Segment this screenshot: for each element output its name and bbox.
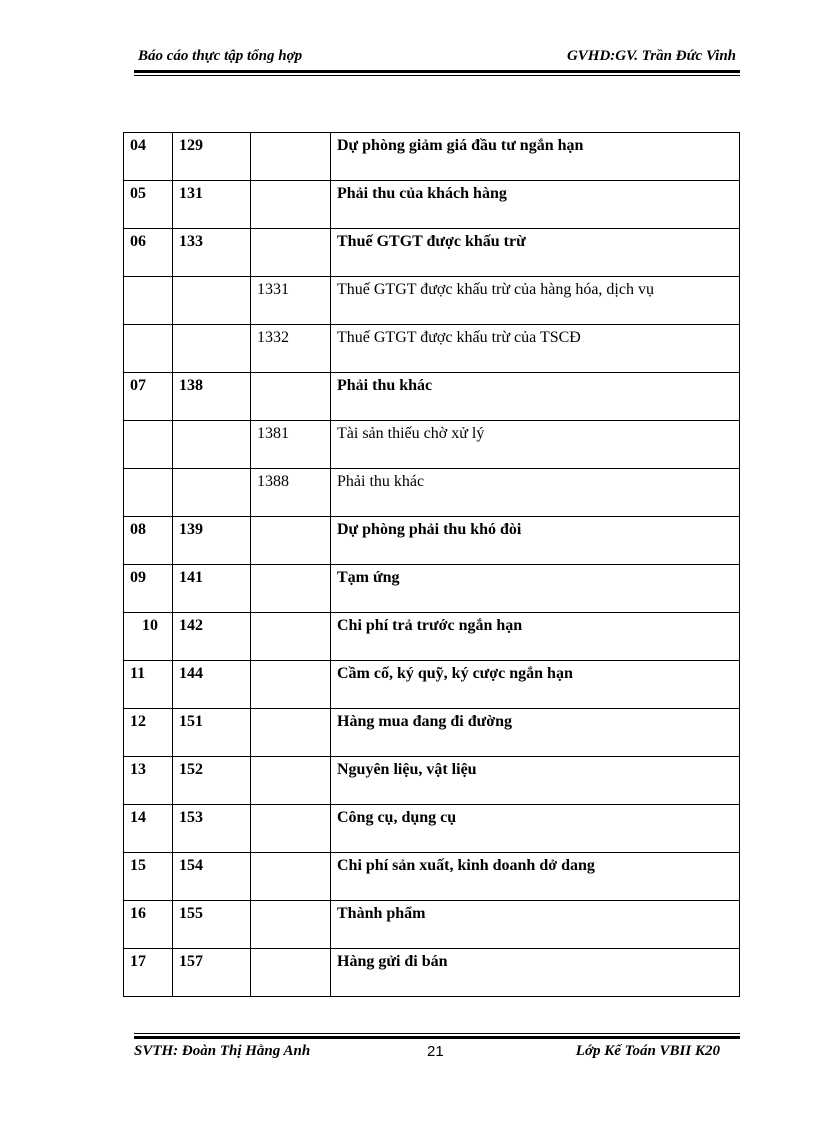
row-number: 05 [124, 181, 173, 229]
account-name: Thành phẩm [331, 901, 740, 949]
footer-rule-thick [134, 1036, 740, 1039]
account-level1: 142 [173, 613, 251, 661]
table-row [124, 805, 740, 853]
footer-rule-thin [134, 1033, 740, 1034]
row-number: 08 [124, 517, 173, 565]
table-row [124, 277, 740, 325]
table-row [124, 709, 740, 757]
header-rule-thin [134, 75, 740, 76]
table-row [124, 325, 740, 373]
row-number: 10 [124, 613, 173, 661]
account-level2: 1388 [251, 469, 331, 517]
table-row [124, 517, 740, 565]
table-row [124, 949, 740, 997]
row-number: 06 [124, 229, 173, 277]
row-number [124, 277, 173, 325]
table-row [124, 133, 740, 181]
account-level2 [251, 133, 331, 181]
page-header [134, 48, 740, 70]
row-number: 14 [124, 805, 173, 853]
table-row [124, 565, 740, 613]
account-name: Hàng gửi đi bán [331, 949, 740, 997]
account-level2 [251, 901, 331, 949]
footer-class: Lớp Kế Toán VBII K20 [575, 1043, 720, 1059]
header-report-title: Báo cáo thực tập tổng hợp [138, 48, 303, 64]
account-level1: 129 [173, 133, 251, 181]
account-table-body [124, 133, 740, 997]
account-name: Tạm ứng [331, 565, 740, 613]
account-name: Chi phí sản xuất, kinh doanh dở dang [331, 853, 740, 901]
account-table [123, 132, 740, 997]
account-level1: 133 [173, 229, 251, 277]
table-row [124, 373, 740, 421]
row-number [124, 469, 173, 517]
page-number: 21 [427, 1043, 444, 1060]
table-row [124, 853, 740, 901]
account-name: Dự phòng giảm giá đầu tư ngắn hạn [331, 133, 740, 181]
account-level2 [251, 517, 331, 565]
account-name: Phải thu khác [331, 373, 740, 421]
account-level2 [251, 373, 331, 421]
account-level1: 139 [173, 517, 251, 565]
account-level1: 138 [173, 373, 251, 421]
account-name: Phải thu của khách hàng [331, 181, 740, 229]
account-level1: 151 [173, 709, 251, 757]
row-number: 12 [124, 709, 173, 757]
account-level1: 153 [173, 805, 251, 853]
row-number: 15 [124, 853, 173, 901]
account-name: Nguyên liệu, vật liệu [331, 757, 740, 805]
account-level2 [251, 565, 331, 613]
account-level2 [251, 949, 331, 997]
account-level2 [251, 181, 331, 229]
account-name: Công cụ, dụng cụ [331, 805, 740, 853]
row-number: 17 [124, 949, 173, 997]
row-number [124, 325, 173, 373]
page-footer [134, 1043, 740, 1065]
table-row [124, 469, 740, 517]
account-level1: 152 [173, 757, 251, 805]
account-level1 [173, 469, 251, 517]
header-supervisor: GVHD:GV. Trần Đức Vinh [566, 48, 736, 64]
account-name: Hàng mua đang đi đường [331, 709, 740, 757]
account-name: Dự phòng phải thu khó đòi [331, 517, 740, 565]
table-row [124, 661, 740, 709]
account-name: Cầm cố, ký quỹ, ký cược ngắn hạn [331, 661, 740, 709]
account-level1 [173, 325, 251, 373]
table-row [124, 901, 740, 949]
account-name: Chi phí trả trước ngắn hạn [331, 613, 740, 661]
account-level2: 1332 [251, 325, 331, 373]
account-name: Phải thu khác [331, 469, 740, 517]
table-row [124, 181, 740, 229]
account-level1: 155 [173, 901, 251, 949]
account-level2 [251, 853, 331, 901]
table-row [124, 613, 740, 661]
account-name: Thuế GTGT được khấu trừ của hàng hóa, dịch vụ [331, 277, 740, 325]
row-number: 04 [124, 133, 173, 181]
account-name: Thuế GTGT được khấu trừ của TSCĐ [331, 325, 740, 373]
account-level1: 154 [173, 853, 251, 901]
account-level1: 157 [173, 949, 251, 997]
row-number: 07 [124, 373, 173, 421]
row-number: 16 [124, 901, 173, 949]
account-level2 [251, 757, 331, 805]
account-level2 [251, 229, 331, 277]
account-level2 [251, 709, 331, 757]
account-level2 [251, 661, 331, 709]
account-level1: 141 [173, 565, 251, 613]
table-row [124, 757, 740, 805]
account-level1 [173, 277, 251, 325]
account-level2 [251, 805, 331, 853]
account-level2 [251, 613, 331, 661]
account-name: Thuế GTGT được khấu trừ [331, 229, 740, 277]
account-level1: 144 [173, 661, 251, 709]
row-number: 11 [124, 661, 173, 709]
account-level2: 1381 [251, 421, 331, 469]
account-level2: 1331 [251, 277, 331, 325]
account-level1: 131 [173, 181, 251, 229]
table-row [124, 229, 740, 277]
row-number [124, 421, 173, 469]
header-rule-thick [134, 70, 740, 73]
footer-student: SVTH: Đoàn Thị Hằng Anh [134, 1043, 311, 1059]
table-row [124, 421, 740, 469]
account-name: Tài sản thiếu chờ xử lý [331, 421, 740, 469]
account-level1 [173, 421, 251, 469]
row-number: 13 [124, 757, 173, 805]
row-number: 09 [124, 565, 173, 613]
